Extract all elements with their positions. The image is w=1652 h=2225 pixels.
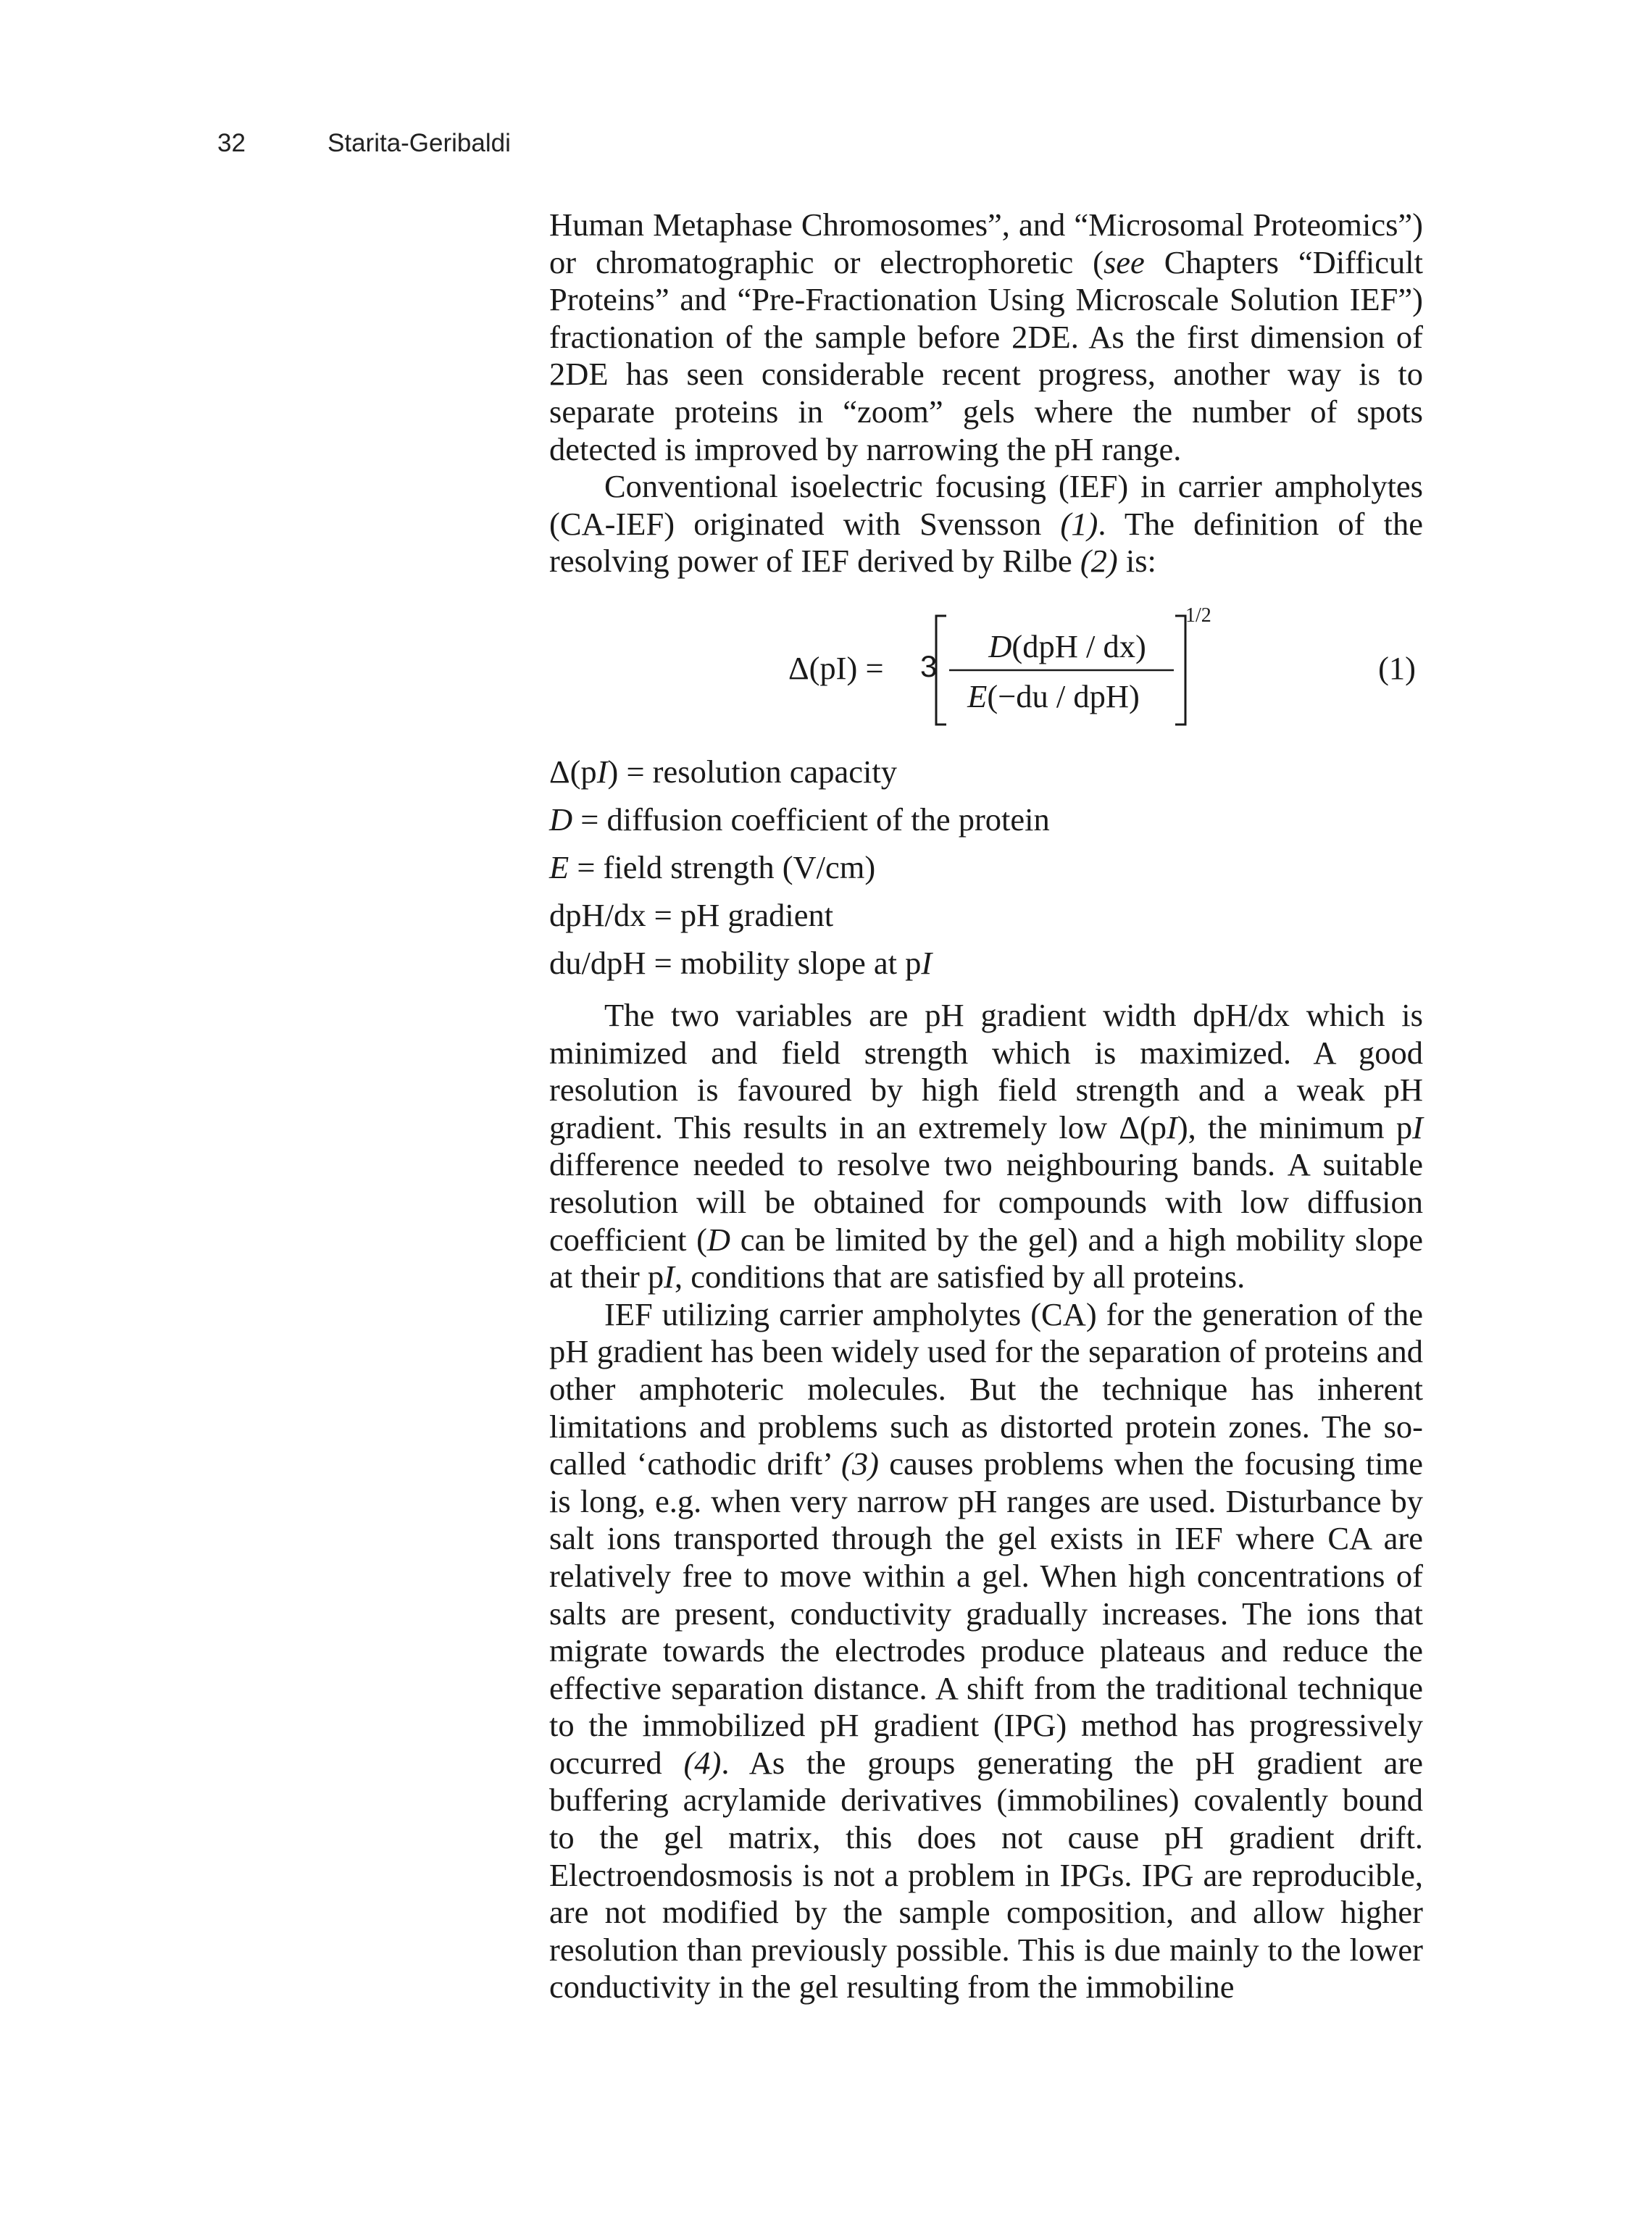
- italic-see: see: [1103, 243, 1145, 280]
- body-text-top: [549, 206, 1423, 580]
- paragraph: [549, 206, 1423, 468]
- text-run: Human Metaphase Chromosomes”, and “Microsomal Proteomics”) or chromatographic or electrophoretic (: [549, 206, 1423, 280]
- page-number: 32: [217, 129, 246, 157]
- equation-coefficient: 3: [920, 649, 938, 683]
- definition-item: dpH/dx = pH gradient: [549, 897, 834, 933]
- citation: (2): [1080, 543, 1118, 580]
- citation: (4): [683, 1744, 722, 1781]
- variable-definitions: [549, 748, 1423, 987]
- running-title: Starita-Geribaldi: [328, 129, 511, 157]
- equation-numerator: D(dpH / dx): [988, 628, 1146, 664]
- paragraph: The two variables are pH gradient width dpH/dx which is minimized and field strength which is maximized. A good resolution is favoured by high field strength and a weak pH gradient. This results in an extremely low Δ(pI), the minimum pI difference needed to resolve two neighbouring bands. A suitable resolution will be obtained for compounds with low diffusion coefficient (D can be limited by the gel) and a high mobility slope at their pI, conditions that are satisfied by all proteins.: [549, 997, 1423, 1295]
- paragraph: IEF utilizing carrier ampholytes (CA) for the generation of the pH gradient has been widely used for the separation of proteins and other amphoteric molecules. But the technique has inherent limitations and problems such as distorted protein zones. The so-called ‘cathodic drift’ (3) causes problems when the focusing time is long, e.g. when very narrow pH ranges are used. Disturbance by salt ions transported through the gel exists in IEF where CA are relatively free to move within a gel. When high concentrations of salts are present, conductivity gradually increases. The ions that migrate towards the electrodes produce plateaus and reduce the effective separation distance. A shift from the traditional technique to the immobilized pH gradient (IPG) method has progressively occurred (4). As the groups generating the pH gradient are buffering acrylamide derivatives (immobilines) covalently bound to the gel matrix, this does not cause pH gradient drift. Electroendosmosis is not a problem in IPGs. IPG are reproducible, are not modified by the sample composition, and allow higher resolution than previously possible. This is due mainly to the lower conductivity in the gel resulting from the immobiline: [549, 1295, 1423, 2005]
- running-head: [217, 129, 511, 158]
- equation-number: (1): [1378, 650, 1416, 686]
- text-run: . The definition of the resolving power of IEF derived by Rilbe: [549, 505, 1424, 580]
- equation-exponent: 1/2: [1185, 604, 1211, 627]
- text-run: Conventional isoelectric focusing (IEF) in carrier ampholytes (CA-IEF) originated with Svensson: [549, 468, 1423, 542]
- equation-denominator: E(−du / dpH): [967, 678, 1140, 714]
- equation-lhs: Δ(pI) =: [788, 650, 884, 686]
- paragraph: [549, 468, 1423, 580]
- equation-1: [549, 604, 1423, 734]
- body-text-bottom: [549, 997, 1423, 2006]
- citation: (3): [841, 1445, 879, 1482]
- definition-item: Δ(pI) = resolution capacity: [549, 754, 898, 790]
- text-run: is:: [1117, 543, 1156, 580]
- definition-item: du/dpH = mobility slope at pI: [549, 945, 933, 981]
- definition-item: D = diffusion coefficient of the protein: [549, 801, 1050, 838]
- text-run: Chapters “Difficult Proteins” and “Pre-Fractionation Using Microscale Solution IEF”) fractionation of the sample before 2DE. As the first dimension of 2DE has seen considerable recent progress, another way is to separate proteins in “zoom” gels where the number of spots detected is improved by narrowing the pH range.: [549, 243, 1423, 467]
- definition-item: E = field strength (V/cm): [549, 849, 876, 885]
- citation: (1): [1060, 505, 1098, 542]
